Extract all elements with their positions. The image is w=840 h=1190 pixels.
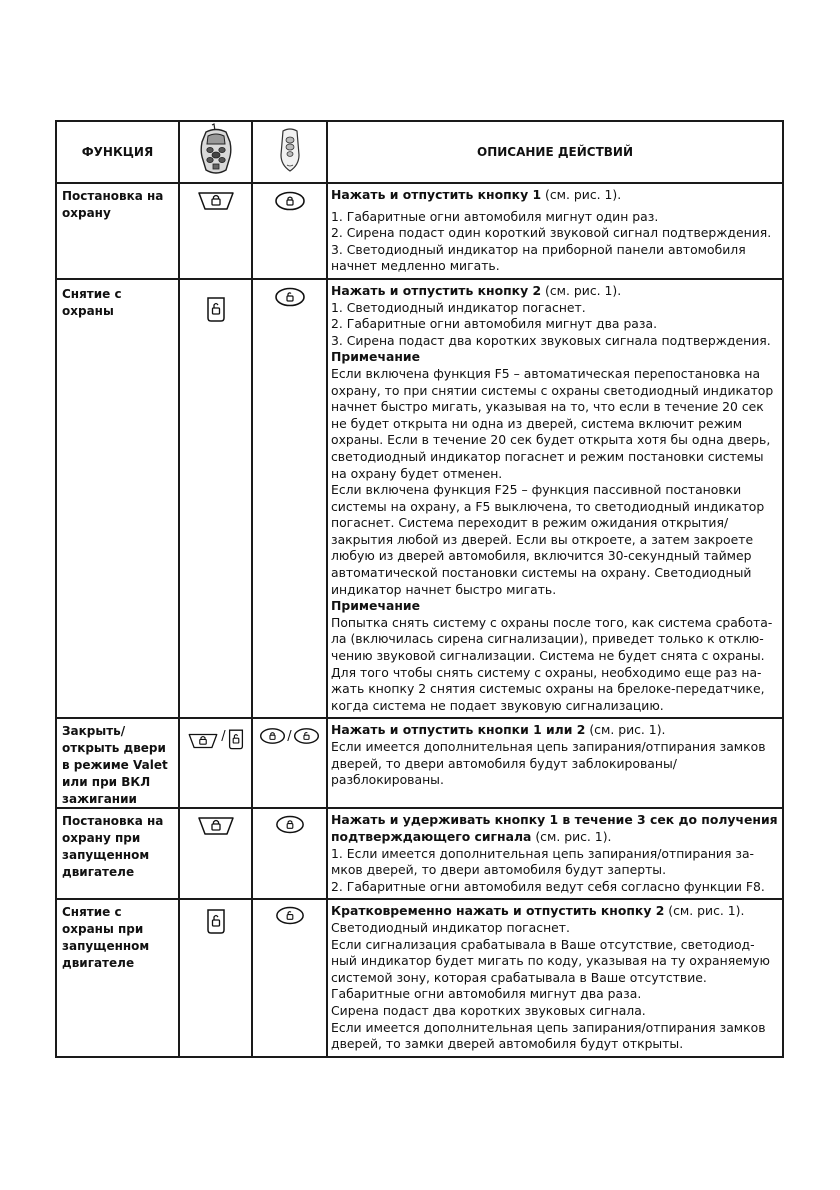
step-line: 2. Габаритные огни автомобиля ведут себя согласно функции F8. [331, 878, 765, 894]
step-line: 1. Светодиодный индикатор погаснет. [331, 299, 586, 315]
table-row [56, 899, 783, 1056]
note-title: Примечание [331, 349, 420, 365]
remote2-action-cell [252, 183, 327, 279]
function-cell: Закрыть/ открыть двери в режиме Valet или при ВКЛ зажигании [56, 718, 179, 808]
function-cell: Снятие с охраны при запущенном двигателе [56, 899, 179, 1056]
remote2-action-cell [252, 279, 327, 718]
remote2-action-cell [252, 718, 327, 808]
description-column-header: ОПИСАНИЕ ДЕЙСТВИЙ [327, 121, 783, 183]
note-paragraph: Если включена функция F25 – функция пассивной постановки системы на охрану, а F5 выключена, то светодиодный индикатор погаснет. Система переходит в режим ожидания открытия/закрытия любой из дверей. Если вы откроете, а затем закроете любую из дверей автомобиля, включится 30-секундный таймер автоматической постановки системы на охрану. Светодиодный индикатор начнет быстро мигать. [331, 482, 765, 597]
function-column-header: ФУНКЦИЯ [56, 121, 179, 183]
remote1-action-cell [179, 183, 252, 279]
remote1-action-cell [179, 899, 252, 1056]
description-cell: Кратковременно нажать и отпустить кнопку 2 (см. рис. 1). Светодиодный индикатор погаснет. Если сигнализация срабатывала в Ваше отсутствие, светодиод-ный индикатор будет мигать по коду, указывая на ту охраняемую системой зону, которая срабатывала в Ваше отсутствие. Габаритные огни автомобиля мигнут два раза. Сирена подаст два коротких звуковых сигнала. Если имеется дополнительная цепь запирания/отпирания замков дверей, то замки дверей автомобиля будут открыты. [327, 899, 783, 1056]
table-row [56, 718, 783, 808]
instruction-lead: Нажать и отпустить кнопки 1 или 2 [331, 722, 586, 738]
note-paragraph: Если включена функция F5 – автоматическая перепостановка на охрану, то при снятии системы с охраны светодиодный индикатор начнет быстро мигать, указывая на то, что если в течение 20 сек не будет открыта ни одна из дверей, система включит режим охраны. Если в течение 20 сек будет открыта хотя бы одна дверь, светодиодный индикатор погаснет и режим постановки системы на охрану будет отменен. [331, 365, 774, 481]
remote1-action-cell [179, 279, 252, 718]
button2-oval-icon [293, 727, 320, 745]
function-cell: Постановка на охрану [56, 183, 179, 279]
button1-oval-icon [274, 191, 306, 211]
two-way-lcd-remote-icon [196, 122, 236, 178]
description-cell: Нажать и удерживать кнопку 1 в течение 3 сек до получения подтверждающего сигнала (см. рис. 1). 1. Если имеется дополнительная цепь запирания/отпирания за-мков дверей, то двери автомобиля будут заперты. 2. Габаритные огни автомобиля ведут себя согласно функции F8. [327, 808, 783, 899]
remote1-column-header [179, 121, 252, 183]
instruction-lead: Нажать и удерживать кнопку 1 в течение 3 сек до получения подтверждающего сигнала [331, 812, 778, 844]
separator: / [221, 729, 226, 745]
step-line: 1. Если имеется дополнительная цепь запирания/отпирания за-мков дверей, то двери автомобиля будут заперты. [331, 845, 755, 878]
button1-lock-icon [195, 815, 237, 837]
button-pair [180, 727, 251, 755]
description-cell: Нажать и отпустить кнопку 2 (см. рис. 1). 1. Светодиодный индикатор погаснет. 2. Габаритные огни автомобиля мигнут два раза. 3. Сирена подаст два коротких звуковых сигнала подтверждения. Примечание Если включена функция F5 – автоматическая перепостановка на охрану, то при снятии системы с охраны светодиодный индикатор начнет быстро мигать, указывая на то, что если в течение 20 сек не будет открыта ни одна из дверей, система включит режим охраны. Если в течение 20 сек будет открыта хотя бы одна дверь, светодиодный индикатор погаснет и режим постановки системы на охрану будет отменен. Если включена функция F25 – функция пассивной постановки системы на охрану, а F5 выключена, то светодиодный индикатор погаснет. Система переходит в режим ожидания открытия/закрытия любой из дверей. Если вы откроете, а затем закроете любую из дверей автомобиля, включится 30-секундный таймер автоматической постановки системы на охрану. Светодиодный индикатор начнет быстро мигать. Примечание Попытка снять систему с охраны после того, как система сработа-ла (включилась сирена сигнализации), приведет только к отклю-чению звуковой сигнализации. Система не будет снята с охраны. Для того чтобы снять систему с охраны, необходимо еще раз на-жать кнопку 2 снятия системыс охраны на брелоке-передатчике, когда система не подает звуковую сигнализацию. [327, 279, 783, 718]
step-line: Сирена подаст два коротких звуковых сигнала. [331, 1002, 646, 1018]
remote2-action-cell [252, 899, 327, 1056]
instruction-lead: Нажать и отпустить кнопку 2 [331, 282, 542, 298]
table-header-row [56, 121, 783, 183]
function-cell: Постановка на охрану при запущенном двигателе [56, 808, 179, 899]
remote2-column-header [252, 121, 327, 183]
functions-table [55, 120, 784, 1058]
step-line: 1. Габаритные огни автомобиля мигнут один раз. [331, 208, 659, 224]
step-line: 3. Светодиодный индикатор на приборной панели автомобиля начнет медленно мигать. [331, 241, 746, 274]
button1-oval-icon [259, 727, 286, 745]
function-cell: Снятие с охраны [56, 279, 179, 718]
button2-oval-icon [274, 287, 306, 307]
description-cell: Нажать и отпустить кнопку 1 (см. рис. 1). 1. Габаритные огни автомобиля мигнут один раз. 2. Сирена подаст один короткий звуковой сигнал подтверждения. 3. Светодиодный индикатор на приборной панели автомобиля начнет медленно мигать. [327, 183, 783, 279]
button1-lock-icon [195, 190, 237, 212]
step-line: Если имеется дополнительная цепь запирания/отпирания замков дверей, то замки дверей автомобиля будут открыты. [331, 1019, 766, 1052]
table-row [56, 183, 783, 279]
button2-unlock-icon [227, 727, 245, 751]
step-line: 2. Сирена подаст один короткий звуковой сигнал подтверждения. [331, 225, 772, 241]
table-row [56, 279, 783, 718]
step-line: Если имеется дополнительная цепь запирания/отпирания замков дверей, то двери автомобиля будут заблокированы/разблокированы. [331, 739, 766, 788]
remote2-action-cell [252, 808, 327, 899]
step-line: Если сигнализация срабатывала в Ваше отсутствие, светодиод-ный индикатор будет мигать по коду, указывая на ту охраняемую системой зону, которая срабатывала в Ваше отсутствие. [331, 936, 770, 985]
instruction-lead: Нажать и отпустить кнопку 1 [331, 187, 542, 202]
instruction-lead: Кратковременно нажать и отпустить кнопку 2 [331, 903, 665, 919]
remote1-action-cell [179, 718, 252, 808]
note-title: Примечание [331, 598, 420, 614]
step-line: 3. Сирена подаст два коротких звуковых сигнала подтверждения. [331, 332, 771, 348]
table-row [56, 808, 783, 899]
step-line: Габаритные огни автомобиля мигнут два раза. [331, 986, 642, 1002]
button2-oval-icon [275, 906, 305, 925]
button2-unlock-icon [205, 294, 227, 324]
description-cell: Нажать и отпустить кнопки 1 или 2 (см. рис. 1). Если имеется дополнительная цепь запирания/отпирания замков дверей, то двери автомобиля будут заблокированы/разблокированы. [327, 718, 783, 808]
button-pair [253, 727, 326, 749]
remote1-action-cell [179, 808, 252, 899]
step-line: Светодиодный индикатор погаснет. [331, 919, 570, 935]
button2-unlock-icon [205, 906, 227, 936]
small-remote-icon [275, 125, 305, 175]
button1-oval-icon [275, 815, 305, 834]
step-line: 2. Габаритные огни автомобиля мигнут два раза. [331, 316, 658, 332]
separator: / [287, 729, 292, 745]
note-paragraph: Попытка снять систему с охраны после того, как система сработа-ла (включилась сирена сигнализации), приведет только к отклю-чению звуковой сигнализации. Система не будет снята с охраны. Для того чтобы снять систему с охраны, необходимо еще раз на-жать кнопку 2 снятия системыс охраны на брелоке-передатчике, когда система не подает звуковую сигнализацию. [331, 614, 773, 713]
button1-lock-icon [186, 731, 220, 751]
